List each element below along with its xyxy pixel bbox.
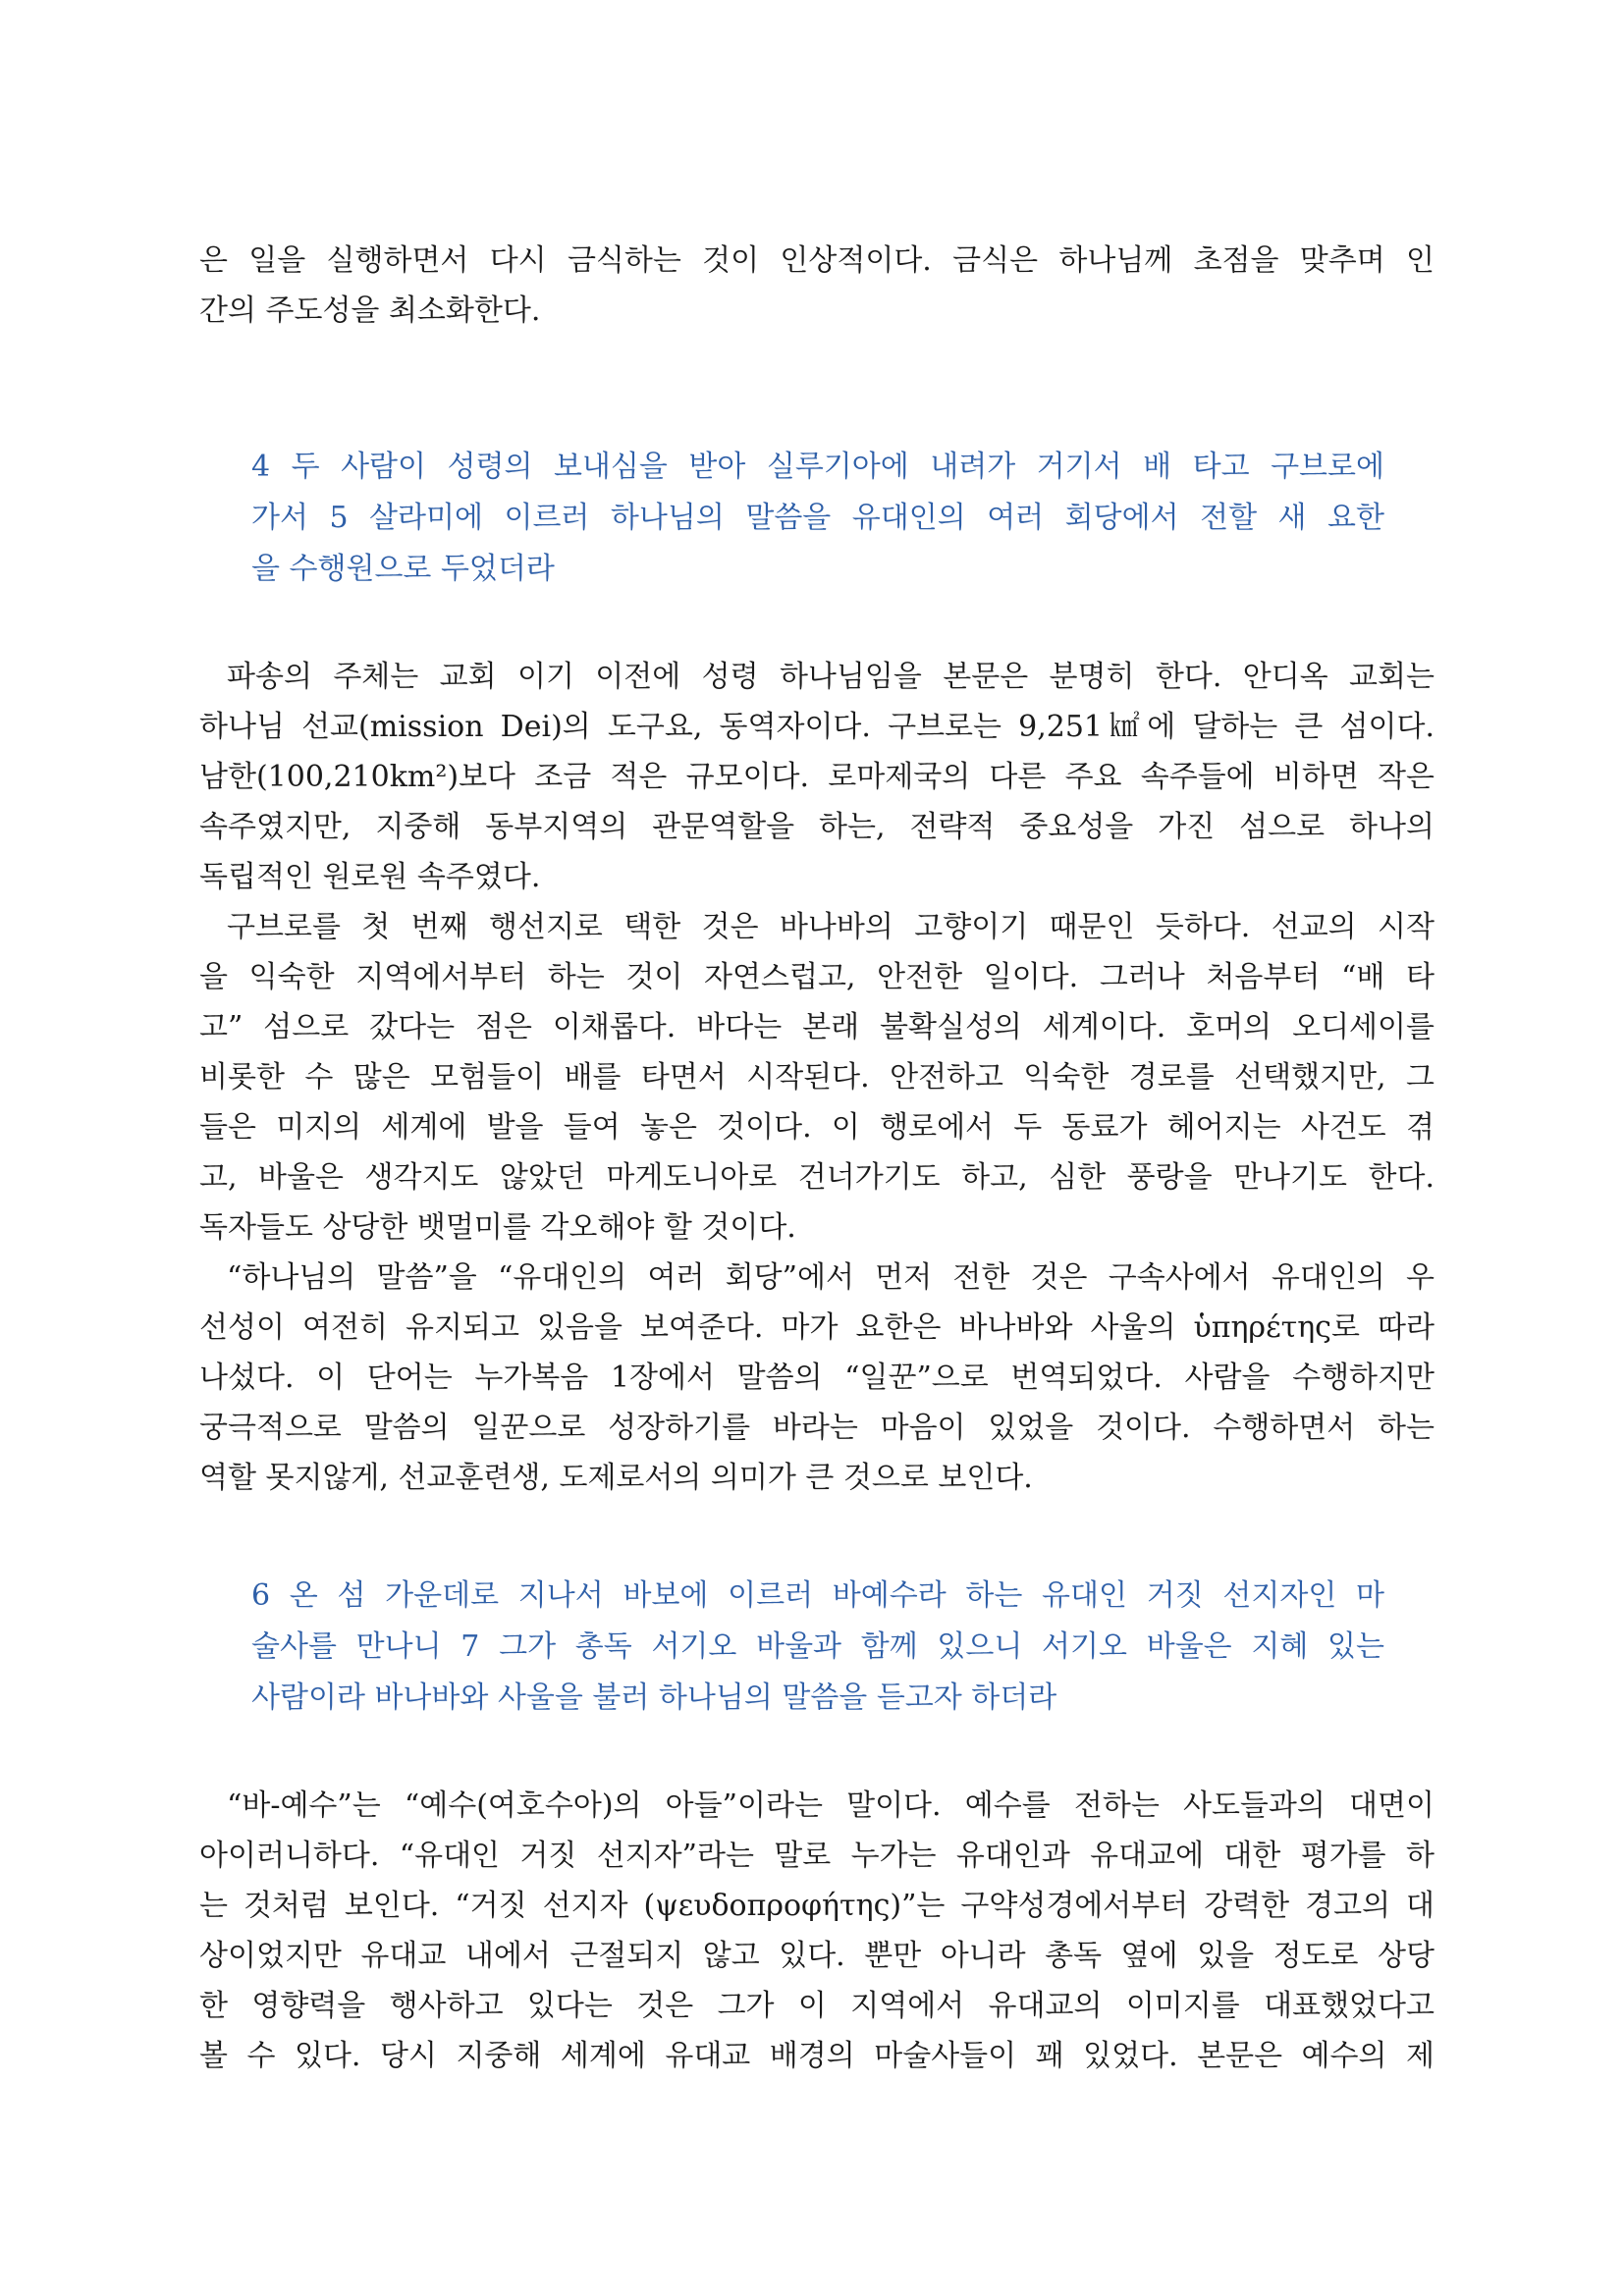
text-line: 독자들도 상당한 뱃멀미를 각오해야 할 것이다. — [199, 1210, 796, 1245]
text-line: 파송의 주체는 교회 이기 이전에 성령 하나님임을 본문은 분명히 한다. 안디옥 교회는 — [227, 660, 1435, 694]
text-line: 역할 못지않게, 선교훈련생, 도제로서의 의미가 큰 것으로 보인다. — [199, 1461, 1033, 1495]
text-line: 간의 주도성을 최소화한다. — [199, 294, 541, 328]
scripture-quote-acts-13-6-7 — [251, 1571, 1384, 1724]
text-line: 하나님 선교(mission Dei)의 도구요, 동역자이다. 구브로는 9,251㎢에 달하는 큰 섬이다. — [199, 710, 1435, 744]
text-line: “하나님의 말씀”을 “유대인의 여러 회당”에서 먼저 전한 것은 구속사에서 유대인의 우 — [227, 1260, 1435, 1295]
text-line: 고” 섬으로 갔다는 점은 이채롭다. 바다는 본래 불확실성의 세계이다. 호머의 오디세이를 — [199, 1010, 1435, 1044]
text-line: 궁극적으로 말씀의 일꾼으로 성장하기를 바라는 마음이 있었을 것이다. 수행하면서 하는 — [199, 1411, 1435, 1445]
verse-line: 을 수행원으로 두었더라 — [251, 552, 555, 586]
text-line: 선성이 여전히 유지되고 있음을 보여준다. 마가 요한은 바나바와 사울의 ὑπηρέτης로 따라 — [199, 1310, 1435, 1345]
verse-line: 술사를 만나니 7 그가 총독 서기오 바울과 함께 있으니 서기오 바울은 지혜 있는 — [251, 1629, 1384, 1664]
text-line: 은 일을 실행하면서 다시 금식하는 것이 인상적이다. 금식은 하나님께 초점을 맞추며 인 — [199, 243, 1435, 278]
text-line: 속주였지만, 지중해 동부지역의 관문역할을 하는, 전략적 중요성을 가진 섬으로 하나의 — [199, 810, 1435, 844]
text-line: 고, 바울은 생각지도 않았던 마게도니아로 건너가기도 하고, 심한 풍랑을 만나기도 한다. — [199, 1160, 1435, 1195]
text-line: 남한(100,210km²)보다 조금 적은 규모이다. 로마제국의 다른 주요 속주들에 비하면 작은 — [199, 760, 1435, 794]
text-line: 한 영향력을 행사하고 있다는 것은 그가 이 지역에서 유대교의 이미지를 대표했었다고 — [199, 1989, 1435, 2023]
commentary-paragraph — [199, 652, 1435, 1503]
text-line: 는 것처럼 보인다. “거짓 선지자 (ψευδοπροφήτης)”는 구약성경에서부터 강력한 경고의 대 — [199, 1889, 1435, 1923]
verse-line: 6 온 섬 가운데로 지나서 바보에 이르러 바예수라 하는 유대인 거짓 선지자인 마 — [251, 1578, 1384, 1613]
text-line: 나섰다. 이 단어는 누가복음 1장에서 말씀의 “일꾼”으로 번역되었다. 사람을 수행하지만 — [199, 1361, 1435, 1395]
text-line: 을 익숙한 지역에서부터 하는 것이 자연스럽고, 안전한 일이다. 그러나 처음부터 “배 타 — [199, 960, 1435, 994]
text-line: 상이었지만 유대교 내에서 근절되지 않고 있다. 뿐만 아니라 총독 옆에 있을 정도로 상당 — [199, 1939, 1435, 1973]
text-line: 구브로를 첫 번째 행선지로 택한 것은 바나바의 고향이기 때문인 듯하다. 선교의 시작 — [227, 910, 1435, 944]
commentary-paragraph — [199, 1781, 1435, 2081]
text-line: 아이러니하다. “유대인 거짓 선지자”라는 말로 누가는 유대인과 유대교에 대한 평가를 하 — [199, 1839, 1435, 1873]
verse-line: 사람이라 바나바와 사울을 불러 하나님의 말씀을 듣고자 하더라 — [251, 1681, 1057, 1715]
text-line: 비롯한 수 많은 모험들이 배를 타면서 시작된다. 안전하고 익숙한 경로를 선택했지만, 그 — [199, 1060, 1435, 1095]
text-line: “바-예수”는 “예수(여호수아)의 아들”이라는 말이다. 예수를 전하는 사도들과의 대면이 — [227, 1789, 1435, 1823]
scripture-quote-acts-13-4-5 — [251, 442, 1384, 595]
text-line: 독립적인 원로원 속주였다. — [199, 860, 541, 894]
verse-line: 가서 5 살라미에 이르러 하나님의 말씀을 유대인의 여러 회당에서 전할 새 요한 — [251, 501, 1384, 535]
paragraph-continuation — [199, 236, 1435, 336]
verse-line: 4 두 사람이 성령의 보내심을 받아 실루기아에 내려가 거기서 배 타고 구브로에 — [251, 450, 1384, 484]
text-line: 볼 수 있다. 당시 지중해 세계에 유대교 배경의 마술사들이 꽤 있었다. 본문은 예수의 제 — [199, 2039, 1435, 2073]
text-line: 들은 미지의 세계에 발을 들여 놓은 것이다. 이 행로에서 두 동료가 헤어지는 사건도 겪 — [199, 1110, 1435, 1145]
